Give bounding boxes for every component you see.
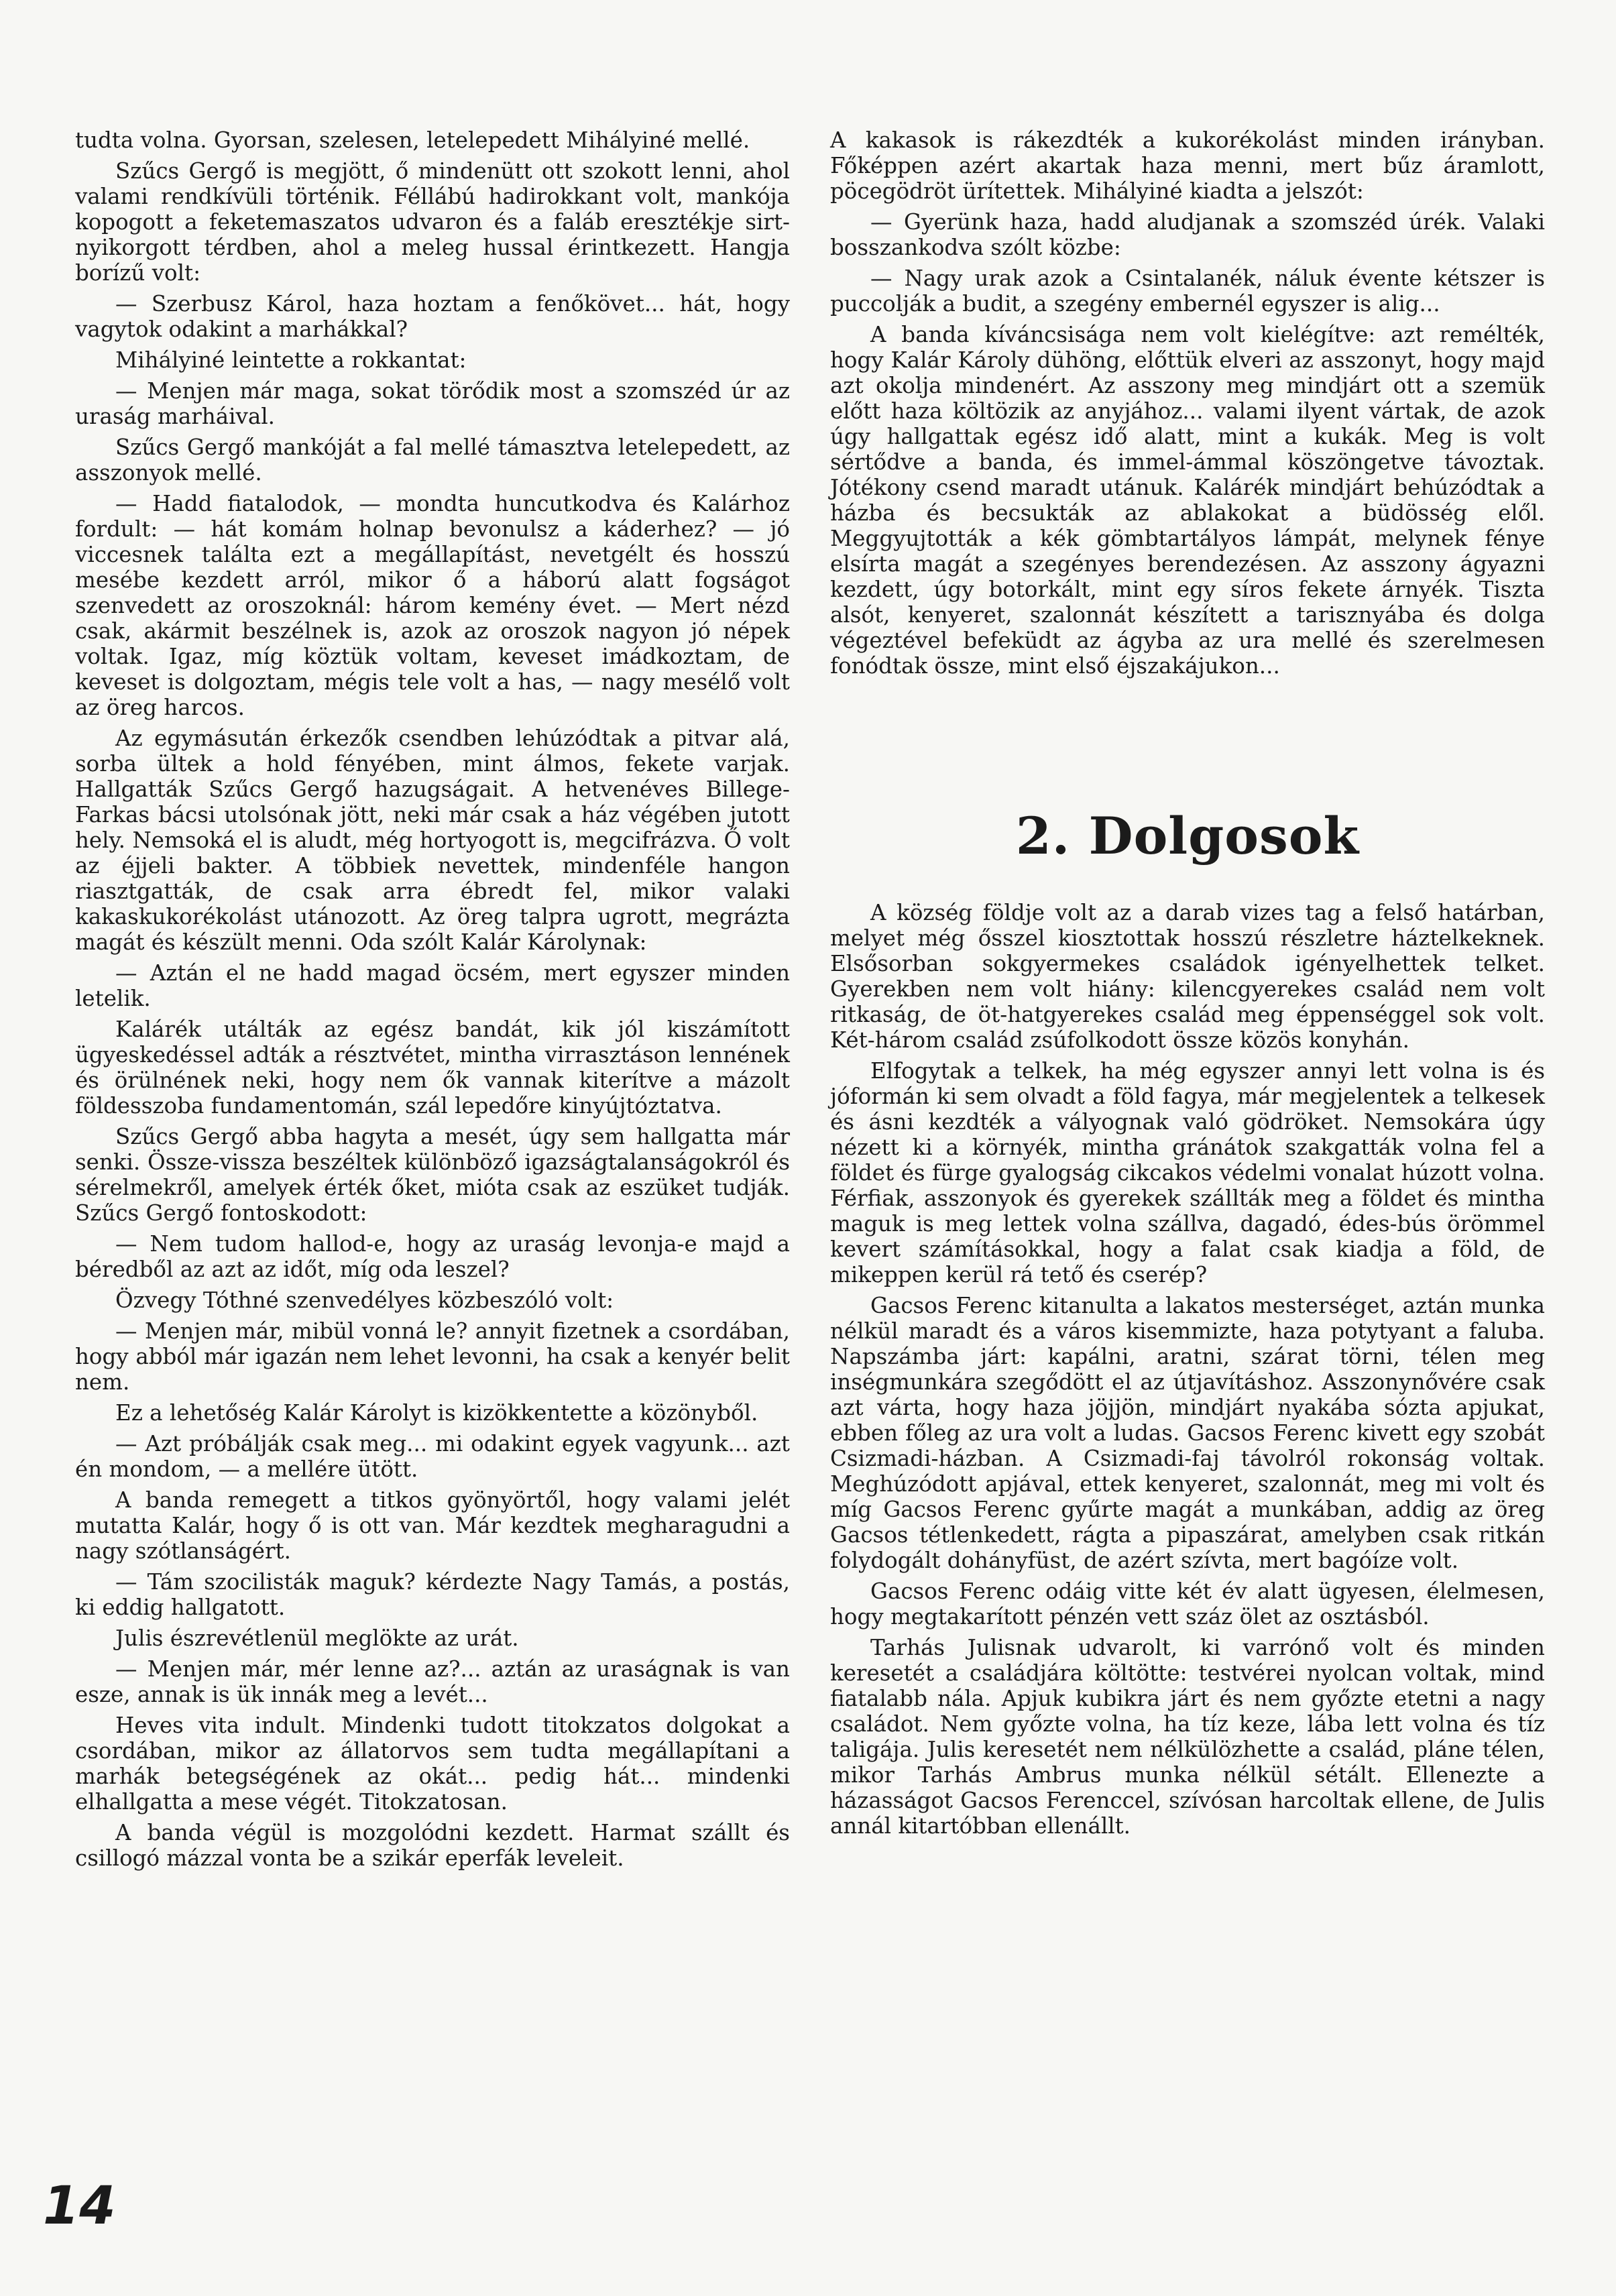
paragraph: A banda kíváncsisága nem volt kielégítve: azt remélték, hogy Kalár Károly dühöng, előttük elveri az asszonyt, hogy majd azt okolja mindenért. Az asszony meg mindjárt ott a szemük előtt haza költözik az anyjához... valami ilyent vártak, de azok úgy hallgattak egész idő alatt, mint a kukák. Meg is volt sértődve a banda, és immel-ámmal köszöngetve távoztak. Jótékony csend maradt utánuk. Kalárék mindjárt behúzódtak a házba és becsukták az ablakokat a büdösség elől. Meggyujtották a kék gömbtartályos lámpát, melynek fénye elsírta magát a szegényes berendezésen. Az asszony ágyazni kezdett, úgy botorkált, mint egy síros fekete árnyék. Tiszta alsót, kenyeret, szalonnát készített a tarisznyába és dolga végeztével befeküdt az ágyba az ura mellé és szerelmesen fonódtak össze, mint első éjszakájukon... bbox=[830, 322, 1545, 679]
paragraph: — Gyerünk haza, hadd aludjanak a szomszéd úrék. Valaki bosszankodva szólt közbe: bbox=[830, 209, 1545, 260]
paragraph: tudta volna. Gyorsan, szelesen, letelepedett Mihályiné mellé. bbox=[75, 127, 750, 153]
paragraph: Szűcs Gergő is megjött, ő mindenütt ott szokott lenni, ahol valami rendkívüli történik. Féllábú hadirokkant volt, mankója kopogott a feketemaszatos udvaron és a faláb eresztékje sirt-nyikorgott térdben, ahol a meleg hussal érintkezett. Hangja borízű volt: bbox=[75, 158, 790, 286]
paragraph: Szűcs Gergő mankóját a fal mellé támasztva letelepedett, az asszonyok mellé. bbox=[75, 435, 790, 485]
page-number: 14 bbox=[43, 2176, 116, 2236]
paragraph: — Azt próbálják csak meg... mi odakint egyek vagyunk... azt én mondom, — a mellére ütött. bbox=[75, 1431, 790, 1482]
left-column bbox=[75, 127, 790, 1876]
paragraph: — Aztán el ne hadd magad öcsém, mert egyszer minden letelik. bbox=[75, 960, 790, 1011]
paragraph: Ez a lehetőség Kalár Károlyt is kizökkentette a közönyből. bbox=[115, 1400, 758, 1426]
right-column-top bbox=[830, 127, 1545, 679]
paragraph: — Menjen már, mibül vonná le? annyit fizetnek a csordában, hogy abból már igazán nem lehet levonni, ha csak a kenyér belit nem. bbox=[75, 1318, 790, 1395]
right-column bbox=[830, 127, 1545, 1844]
paragraph: Julis észrevétlenül meglökte az urát. bbox=[115, 1625, 519, 1651]
paragraph: Az egymásután érkezők csendben lehúzódtak a pitvar alá, sorba ültek a hold fényében, mint álmos, fekete varjak. Hallgatták Szűcs Gergő hazugságait. A hetvenéves Billege-Farkas bácsi utolsónak jött, neki már csak a ház végében jutott hely. Nemsoká el is aludt, még hortyogott is, megcifrázva. Ő volt az éjjeli bakter. A többiek nevettek, mindenféle hangon riasztgatták, de csak arra ébredt fel, mikor valaki kakaskukorékolást utánozott. Az öreg talpra ugrott, megrázta magát és készült menni. Oda szólt Kalár Károlynak: bbox=[75, 726, 790, 955]
paragraph: Tarhás Julisnak udvarolt, ki varrónő volt és minden keresetét a családjára költötte: testvérei nyolcan voltak, mind fiatalabb nála. Apjuk kubikra járt és nem győzte etetni a nagy családot. Nem győzte volna, ha tíz keze, lába lett volna és tíz taligája. Julis keresetét nem nélkülözhette a család, pláne télen, mikor Tarhás Ambrus munka nélkül sétált. Ellenezte a házasságot Gacsos Ferenccel, szívósan harcoltak ellene, de Julis annál kitartóbban ellenállt. bbox=[830, 1635, 1545, 1839]
paragraph: — Menjen már, mér lenne az?... aztán az uraságnak is van esze, annak is ük innák meg a levét... bbox=[75, 1656, 790, 1707]
paragraph: — Menjen már maga, sokat törődik most a szomszéd úr az uraság marháival. bbox=[75, 378, 790, 429]
paragraph: — Szerbusz Károl, haza hoztam a fenőkövet... hát, hogy vagytok odakint a marhákkal? bbox=[75, 291, 790, 342]
paragraph: Heves vita indult. Mindenki tudott titokzatos dolgokat a csordában, mikor az állatorvos sem tudta megállapítani a marhák betegségének az okát... pedig hát... mindenki elhallgatta a mese végét. Titokzatosan. bbox=[75, 1713, 790, 1815]
paragraph: Özvegy Tóthné szenvedélyes közbeszóló volt: bbox=[115, 1287, 614, 1313]
paragraph: — Nem tudom hallod-e, hogy az uraság levonja-e majd a béredből az azt az időt, míg oda leszel? bbox=[75, 1231, 790, 1282]
paragraph: A község földje volt az a darab vizes tag a felső határban, melyet még ősszel kiosztottak hosszú részletre háztelkeknek. Elsősorban sokgyermekes családok igényelhettek telket. Gyerekben nem volt hiány: kilencgyerekes család nem volt ritkaság, de öt-hatgyerekes család meg éppenséggel sok volt. Két-három család zsúfolkodott össze közös konyhán. bbox=[830, 900, 1545, 1053]
paragraph: — Tám szocilisták maguk? kérdezte Nagy Tamás, a postás, ki eddig hallgatott. bbox=[75, 1569, 790, 1620]
right-column-bottom bbox=[830, 900, 1545, 1839]
paragraph: A kakasok is rákezdték a kukorékolást minden irányban. Főképpen azért akartak haza menni, mert bűz áramlott, pöcegödröt ürítettek. Mihályiné kiadta a jelszót: bbox=[830, 127, 1545, 204]
paragraph: A banda végül is mozgolódni kezdett. Harmat szállt és csillogó mázzal vonta be a szikár eperfák leveleit. bbox=[75, 1820, 790, 1871]
paragraph: — Nagy urak azok a Csintalanék, náluk évente kétszer is puccolják a budit, a szegény embernél egyszer is alig... bbox=[830, 266, 1545, 317]
paragraph: Elfogytak a telkek, ha még egyszer annyi lett volna is és jóformán ki sem olvadt a föld fagya, már megjelentek a telkesek és ásni kezdték a vályognak való gödröket. Nemsokára úgy nézett ki a környék, mintha gránátok szakgatták volna fel a földet és fürge gyalogság cikcakos védelmi vonalat húzott volna. Férfiak, asszonyok és gyerekek szállták meg a földet és mintha maguk is meg lettek volna szállva, dagadó, édes-bús örömmel kevert számításokkal, hogy a falat csak kiadja a föld, de mikeppen kerül rá tető és cserép? bbox=[830, 1058, 1545, 1287]
paragraph: Kalárék utálták az egész bandát, kik jól kiszámított ügyeskedéssel adták a résztvétet, mintha virrasztáson lennének és örülnének neki, hogy nem ők vannak kiterítve a mázolt földesszoba fundamentomán, szál lepedőre kinyújtóztatva. bbox=[75, 1017, 790, 1118]
paragraph: A banda remegett a titkos gyönyörtől, hogy valami jelét mutatta Kalár, hogy ő is ott van. Már kezdtek megharagudni a nagy szótlanságért. bbox=[75, 1487, 790, 1564]
paragraph: Mihályiné leintette a rokkantat: bbox=[115, 347, 467, 373]
paragraph: Szűcs Gergő abba hagyta a mesét, úgy sem hallgatta már senki. Össze-vissza beszéltek különböző igazságtalanságokról és sérelmekről, amelyek érték őket, mióta csak az eszüket tudják. Szűcs Gergő fontoskodott: bbox=[75, 1124, 790, 1226]
paragraph: Gacsos Ferenc odáig vitte két év alatt ügyesen, élelmesen, hogy megtakarított pénzén vett száz ölet az osztásból. bbox=[830, 1578, 1545, 1629]
section-title: 2. Dolgosok bbox=[1015, 806, 1360, 866]
paragraph: Gacsos Ferenc kitanulta a lakatos mesterséget, aztán munka nélkül maradt és a város kisemmizte, haza potytyant a faluba. Napszámba járt: kapálni, aratni, szárat törni, télen meg inségmunkára szegődött el az útjavításhoz. Asszonynővére csak azt várta, hogy haza jöjjön, mindjárt nyakába sózta apjukat, ebben főleg az ura volt a ludas. Gacsos Ferenc kivett egy szobát Csizmadi-házban. A Csizmadi-faj távolról rokonság voltak. Meghúzódott apjával, ettek kenyeret, szalonnát, meg mi volt és míg Gacsos Ferenc gyűrte magát a munkában, addig az öreg Gacsos tétlenkedett, rágta a pipaszárat, amelyben csak ritkán folydogált dohányfüst, de azért szívta, mert bagóíze volt. bbox=[830, 1293, 1545, 1573]
paragraph: — Hadd fiatalodok, — mondta huncutkodva és Kalárhoz fordult: — hát komám holnap bevonulsz a káderhez? — jó viccesnek találta ezt a megállapítást, nevetgélt és hosszú mesébe kezdett arról, mikor ő a háború alatt fogságot szenvedett az oroszoknál: három kemény évet. — Mert nézd csak, akármit beszélnek is, azok az oroszok nagyon jó népek voltak. Igaz, míg köztük voltam, keveset imádkoztam, de keveset is dolgoztam, mégis tele volt a has, — nagy mesélő volt az öreg harcos. bbox=[75, 491, 790, 720]
